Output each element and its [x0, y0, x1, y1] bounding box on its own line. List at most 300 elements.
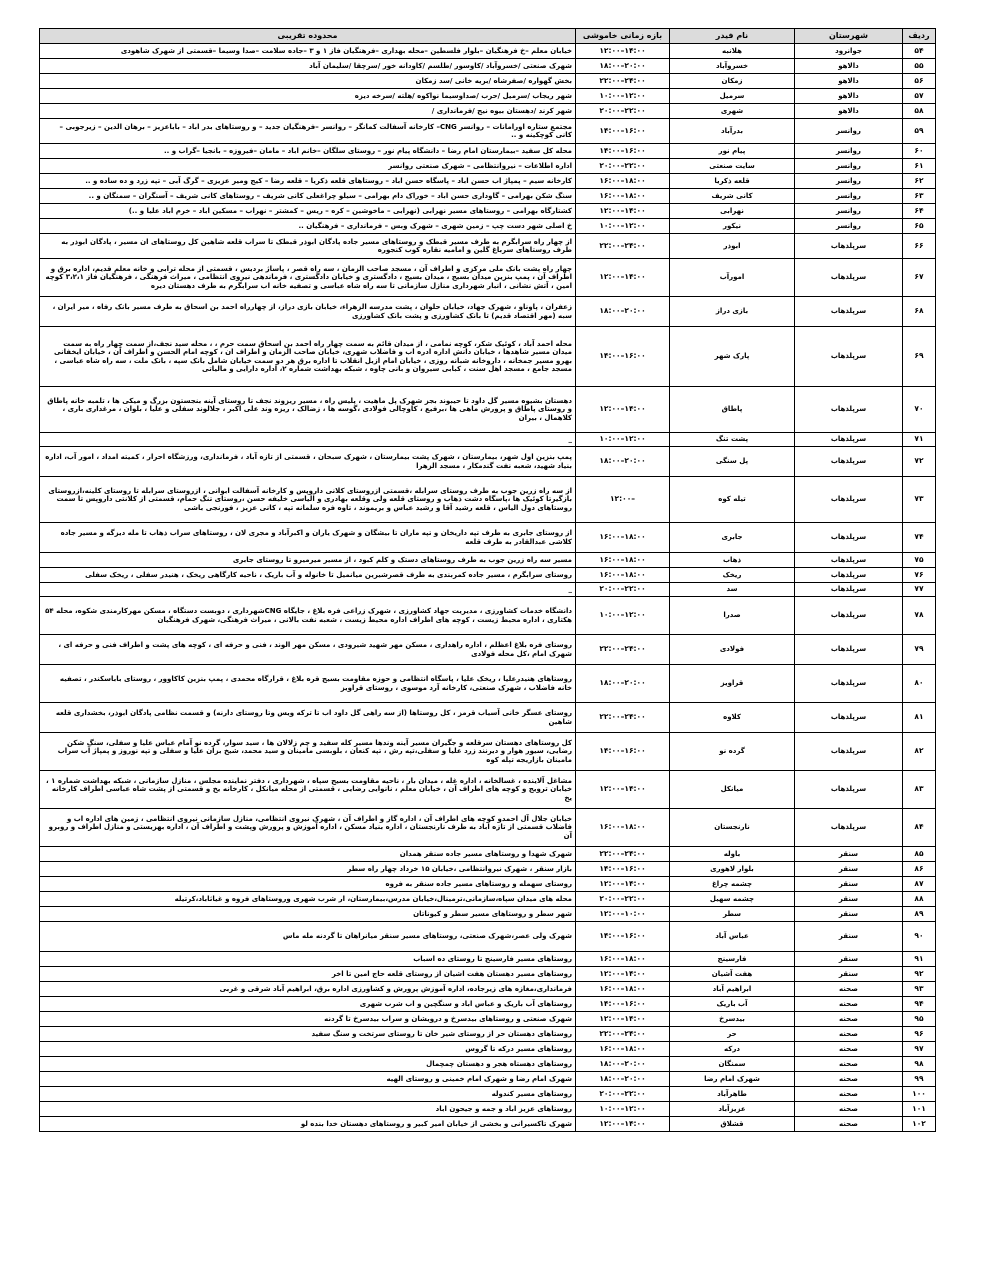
time-cell: ۱۶:۰۰–۱۸:۰۰	[576, 809, 670, 847]
feeder-cell: عزیزآباد	[670, 1102, 795, 1117]
row-number-cell: ۶۰	[903, 144, 936, 159]
area-cell: شهر کرند /دهستان بیوه نیج /فرمانداری /	[40, 104, 576, 119]
row-number-cell: ۱۰۰	[903, 1087, 936, 1102]
table-row	[40, 703, 936, 733]
area-cell: محله احمد آباد ، کوئیک شکر، کوچه نمامی ، از میدان قائم به سمت چهار راه احمد بن اسحاق سمت حرم ، ، محله سید نجف،از سمت چهار راه به سمت میدان مسیر شاهدها ، خیابان دانش اداره ادره اب و فاضلاب شهری، خیابان صاحب الزمان و اطراف ان ، کوچه امام الحسن و اطراف آن ، خیابان ایخفانی بهرو مسیر جمخانه ، داروخانه شبانه روزی ، خیابان امام ازبل انقلاب تا اداره برق هر دو سمت خیابان شامل بانک سپه ، بانک ملت ، سه راه شاه عباسی ، مسجد جامع ، مسجد اهل سنت ، کبابی سیروان و بانی چاوه ، شبکه بهداشت شماره ۲، اداره دارایی و مالیاتی	[40, 327, 576, 387]
row-number-cell: ۵۶	[903, 74, 936, 89]
row-number-cell: ۸۶	[903, 862, 936, 877]
feeder-cell: کلاوه	[670, 703, 795, 733]
table-row	[40, 1057, 936, 1072]
city-cell: سرپلذهاب	[795, 297, 903, 327]
area-cell: محله کل سفید –بیمارستان امام رضا – دانشگاه پیام نور – روستای سلگان –خانم اباد – مامان –فیروزه – بانجیا –گراب و ..	[40, 144, 576, 159]
area-cell: کشتارگاه بهرامی – روستاهای مسیر نهرابی (نهرابی – ماخوشین – کره – ریس – کمشتر – نهراب – مسکین اباد – خرم اباد علیا و ..)	[40, 204, 576, 219]
time-cell: ۱۴:۰۰–۱۶:۰۰	[576, 119, 670, 144]
feeder-cell: پشت تنگ	[670, 433, 795, 447]
feeder-cell: ذهاب	[670, 553, 795, 568]
table-row	[40, 1012, 936, 1027]
feeder-cell: نهرابی	[670, 204, 795, 219]
feeder-cell: بدرآباد	[670, 119, 795, 144]
table-row	[40, 877, 936, 892]
city-cell: سرپلذهاب	[795, 635, 903, 665]
time-cell: ۱۰:۰۰–۱۲:۰۰	[576, 219, 670, 234]
city-cell: سرپلذهاب	[795, 327, 903, 387]
row-number-cell: ۸۳	[903, 771, 936, 809]
row-number-cell: ۸۹	[903, 907, 936, 922]
area-cell: _	[40, 583, 576, 597]
feeder-cell: سطر	[670, 907, 795, 922]
time-cell: ۱۶:۰۰–۱۸:۰۰	[576, 523, 670, 553]
table-row	[40, 219, 936, 234]
row-number-cell: ۶۴	[903, 204, 936, 219]
time-cell: ۱۲:۰۰–۱۴:۰۰	[576, 1117, 670, 1132]
row-number-cell: ۸۸	[903, 892, 936, 907]
area-cell: _	[40, 433, 576, 447]
area-cell: کل روستاهای دهستان سرقلعه و جگیران مسیر آینه وندها مسیر کله سفید و چم زلالان ها ، سید سوار، گرده نو آمام عباس علیا و سفلی، سنگ شکن رضایی، سیور هوار و دیرنند زرد علیا و سفلی،تپه رش ، تپه کنعان ، بلوبسی مامینان و سید محمد، شیخ بزان علیا و سفلی و تپه نوروز و پمپاژ آب سراب مامینان بازاریجه تپله کوه	[40, 733, 576, 771]
feeder-cell: سمنگان	[670, 1057, 795, 1072]
city-cell: صحنه	[795, 1042, 903, 1057]
table-row	[40, 477, 936, 523]
row-number-cell: ۸۰	[903, 665, 936, 703]
area-cell: مشاغل آلاینده ، غسالخانه ، اداره غله ، میدان بار ، ناحیه مقاومت بسیج سپاه ، شهرداری ، دفتر نماینده مجلس ، منازل سازمانی ، شبکه بهداشت شماره ۱ ، خیابان ترویج و کوچه های اطراف آن ، خیابان معلم ، نانوایی رضایی ، قسمتی از محله میانکل ، کارخانه یخ و قسمتی از پشت شاه عباسی اطراف کارخانه یخ	[40, 771, 576, 809]
time-cell: ۲۰:۰۰–۲۲:۰۰	[576, 892, 670, 907]
row-number-cell: ۷۸	[903, 597, 936, 635]
area-cell: شهر سطر و روستاهای مسیر سطر و کیوناتان	[40, 907, 576, 922]
feeder-cell: سرمیل	[670, 89, 795, 104]
feeder-cell: پل سنگی	[670, 447, 795, 477]
table-row	[40, 1102, 936, 1117]
time-cell: ۱۰:۰۰–۱۲:۰۰	[576, 597, 670, 635]
area-cell: خیابان معلم –خ فرهنگیان –بلوار فلسطین –محله بهداری –فرهنگیان فاز ۱ و ۳ –جاده سلامت –صدا وسیما –قسمتی از شهرک شاهودی	[40, 44, 576, 59]
time-cell: ۱۴:۰۰–۱۶:۰۰	[576, 144, 670, 159]
feeder-cell: حر	[670, 1027, 795, 1042]
row-number-cell: ۵۹	[903, 119, 936, 144]
time-cell: ۱۴:۰۰–۱۶:۰۰	[576, 922, 670, 952]
time-cell: ۱۴:۰۰–۱۶:۰۰	[576, 733, 670, 771]
city-cell: سرپلذهاب	[795, 447, 903, 477]
row-number-cell: ۶۷	[903, 259, 936, 297]
feeder-cell: تیله کوه	[670, 477, 795, 523]
area-cell: شهر ریجاب /سرمیل /حرب /صداوسیما نواکوه /هلته /سرخه دیزه	[40, 89, 576, 104]
table-row	[40, 234, 936, 259]
table-row	[40, 144, 936, 159]
feeder-cell: جابری	[670, 523, 795, 553]
city-cell: سرپلذهاب	[795, 809, 903, 847]
row-number-cell: ۷۶	[903, 568, 936, 583]
time-cell: ۱۸:۰۰–۲۰:۰۰	[576, 447, 670, 477]
table-row	[40, 327, 936, 387]
feeder-cell: پاطاق	[670, 387, 795, 433]
city-cell: روانسر	[795, 189, 903, 204]
area-cell: اداره اطلاعات – نیروانتظامی – شهرک صنعتی روانسر	[40, 159, 576, 174]
time-cell: ۱۲:۰۰–۱۴:۰۰	[576, 259, 670, 297]
feeder-cell: ابوذر	[670, 234, 795, 259]
city-cell: سنقر	[795, 877, 903, 892]
city-cell: جوانرود	[795, 44, 903, 59]
table-row	[40, 1072, 936, 1087]
feeder-cell: ریخک	[670, 568, 795, 583]
time-cell: ۱۸:۰۰–۲۰:۰۰	[576, 297, 670, 327]
city-cell: سرپلذهاب	[795, 597, 903, 635]
time-cell: ۱۶:۰۰–۱۸:۰۰	[576, 982, 670, 997]
city-cell: دالاهو	[795, 89, 903, 104]
feeder-cell: پارک شهر	[670, 327, 795, 387]
row-number-cell: ۷۳	[903, 477, 936, 523]
table-row	[40, 1042, 936, 1057]
area-cell: بخش گهواره /صفرشاه /بریه خانی /سد زمکان	[40, 74, 576, 89]
city-cell: صحنه	[795, 1027, 903, 1042]
row-number-cell: ۱۰۱	[903, 1102, 936, 1117]
time-cell: ۱۲:۰۰–۱۴:۰۰	[576, 877, 670, 892]
feeder-cell: خسروآباد	[670, 59, 795, 74]
area-cell: زعفران ، پاوناو ، شهرک جهاد، خیابان حلوان ، پشت مدرسه الزهراء، خیابان بازی دراز، از چهارراه احمد بن اسحاق به طرف مسیر بانک رفاه ، میر ایران ، سبه (مهر اقتصاد قدیم) تا بانک کشاورزی و پشت بانک کشاورزی	[40, 297, 576, 327]
row-number-cell: ۶۹	[903, 327, 936, 387]
table-row	[40, 387, 936, 433]
header-area: محدوده تقریبی	[40, 29, 576, 44]
table-row	[40, 922, 936, 952]
time-cell: ۱۲:۰۰–۱۴:۰۰	[576, 1012, 670, 1027]
area-cell: روستاهای مسیر دهستان هفت اشیان از روستای قلعه حاج امین تا اخر	[40, 967, 576, 982]
time-cell: ۱۶:۰۰–۱۸:۰۰	[576, 189, 670, 204]
row-number-cell: ۶۳	[903, 189, 936, 204]
row-number-cell: ۹۹	[903, 1072, 936, 1087]
time-cell: ۱۸:۰۰–۲۰:۰۰	[576, 1057, 670, 1072]
city-cell: روانسر	[795, 174, 903, 189]
city-cell: سرپلذهاب	[795, 703, 903, 733]
table-row	[40, 597, 936, 635]
feeder-cell: نیکور	[670, 219, 795, 234]
city-cell: روانسر	[795, 159, 903, 174]
row-number-cell: ۷۰	[903, 387, 936, 433]
area-cell: مسیر سه راه زرین جوب به طرف روستاهای دستک و کلم کبود ، از مسیر میرمیرو تا روستای جابری	[40, 553, 576, 568]
city-cell: سرپلذهاب	[795, 259, 903, 297]
area-cell: روستاهای مسیر درکه تا گروس	[40, 1042, 576, 1057]
city-cell: سنقر	[795, 907, 903, 922]
table-row	[40, 982, 936, 997]
city-cell: سرپلذهاب	[795, 387, 903, 433]
city-cell: سرپلذهاب	[795, 433, 903, 447]
area-cell: از روستای جابری به طرف تپه داریخان و تپه ماران تا بیشگان و شهرک یاران و اکبرآباد و مجری لان ، روستاهای سراب ذهاب تا مله دیزگه و مسیر جاده کلاشی عبدالقادر به طرف قلعه	[40, 523, 576, 553]
area-cell: روستاهای مسیر فارسینج تا روستای ده اسباب	[40, 952, 576, 967]
city-cell: سرپلذهاب	[795, 523, 903, 553]
feeder-cell: ابراهیم آباد	[670, 982, 795, 997]
table-row	[40, 733, 936, 771]
row-number-cell: ۶۸	[903, 297, 936, 327]
feeder-cell: باوله	[670, 847, 795, 862]
feeder-cell: آب باریک	[670, 997, 795, 1012]
row-number-cell: ۵۷	[903, 89, 936, 104]
table-row	[40, 1117, 936, 1132]
time-cell: ۱۲:۰۰–۱۴:۰۰	[576, 204, 670, 219]
row-number-cell: ۷۵	[903, 553, 936, 568]
feeder-cell: بلوار لاهوری	[670, 862, 795, 877]
row-number-cell: ۹۱	[903, 952, 936, 967]
header-feeder: نام فیدر	[670, 29, 795, 44]
feeder-cell: سد	[670, 583, 795, 597]
area-cell: روستاهای هنیدرعلیا ، ریخک علیا ، پاسگاه انتظامی و حوزه مقاومت بسیج قره بلاغ ، قرارگاه محمدی ، پمپ بنزین کاکاوور ، روستای باباسکندر ، تصفیه خانه فاضلاب ، شهرک صنعتی، کارخانه آرد موسوی ، روستای قراویز	[40, 665, 576, 703]
city-cell: سرپلذهاب	[795, 553, 903, 568]
feeder-cell: بیدسرخ	[670, 1012, 795, 1027]
row-number-cell: ۸۷	[903, 877, 936, 892]
city-cell: سنقر	[795, 952, 903, 967]
time-cell: ۱۸:۰۰–۲۰:۰۰	[576, 1072, 670, 1087]
table-row	[40, 568, 936, 583]
city-cell: دالاهو	[795, 59, 903, 74]
table-row	[40, 862, 936, 877]
row-number-cell: ۵۸	[903, 104, 936, 119]
row-number-cell: ۶۲	[903, 174, 936, 189]
time-cell: ۲۰:۰۰–۲۲:۰۰	[576, 159, 670, 174]
city-cell: صحنه	[795, 1087, 903, 1102]
table-row	[40, 967, 936, 982]
time-cell: ۲۲:۰۰–۲۴:۰۰	[576, 847, 670, 862]
row-number-cell: ۷۹	[903, 635, 936, 665]
feeder-cell: صدرا	[670, 597, 795, 635]
feeder-cell: چشمه سهیل	[670, 892, 795, 907]
outage-schedule-sheet	[40, 28, 936, 1132]
city-cell: صحنه	[795, 1102, 903, 1117]
city-cell: صحنه	[795, 1057, 903, 1072]
table-row	[40, 635, 936, 665]
area-cell: شهرک تاکسیرانی و بخشی از خیابان امیر کبیر و روستاهای دهستان خدا بنده لو	[40, 1117, 576, 1132]
table-row	[40, 665, 936, 703]
area-cell: روستاهای مسیر کندوله	[40, 1087, 576, 1102]
header-row-number: ردیف	[903, 29, 936, 44]
city-cell: دالاهو	[795, 74, 903, 89]
time-cell: ۱۶:۰۰–۱۸:۰۰	[576, 174, 670, 189]
time-cell: ۲۰:۰۰–۲۲:۰۰	[576, 583, 670, 597]
area-cell: شهرک صنعتی و روستاهای بیدسرخ و درویشان و سراب بیدسرخ تا گردنه	[40, 1012, 576, 1027]
city-cell: سنقر	[795, 847, 903, 862]
table-row	[40, 952, 936, 967]
time-cell: ۱۴:۰۰–۱۶:۰۰	[576, 327, 670, 387]
city-cell: صحنه	[795, 1072, 903, 1087]
city-cell: روانسر	[795, 144, 903, 159]
table-row	[40, 433, 936, 447]
table-body	[40, 44, 936, 1132]
feeder-cell: گرده نو	[670, 733, 795, 771]
area-cell: خیابان جلال آل احمدو کوچه های اطراف آن ، اداره گاز و اطراف آن ، شهرک نیروی انتظامی، منازل سازمانی نیروی انتظامی ، زمین های اداره اب و فاضلاب قسمتی از تازه اباد به طرف نارنجستان ، اداره بنیاد مسکن ، اداره آموزش و پرورش وپشت و اطراف آن ، اداره بهزیستی و منازل اطراف و روبرو آن	[40, 809, 576, 847]
table-row	[40, 204, 936, 219]
city-cell: سنقر	[795, 922, 903, 952]
area-cell: روستای سهمله و روستاهای مسیر جاده سنقر به فروه	[40, 877, 576, 892]
time-cell: ۱۲:۰۰–۱۴:۰۰	[576, 387, 670, 433]
area-cell: محله های میدان سپاه،سازمانی،ترمینال،خیابان مدرس،بیمارستان، ار شرب شهری وروستاهای فروه و غیاثاباد،کرتیله	[40, 892, 576, 907]
row-number-cell: ۶۵	[903, 219, 936, 234]
row-number-cell: ۶۶	[903, 234, 936, 259]
time-cell: ۱۶:۰۰–۱۸:۰۰	[576, 568, 670, 583]
time-cell: ۱۰:۰۰–۱۲:۰۰	[576, 89, 670, 104]
table-row	[40, 997, 936, 1012]
table-row	[40, 907, 936, 922]
time-cell: ۱۲:۰۰–۱۰:۰۰	[576, 907, 670, 922]
feeder-cell: قلعه ذکریا	[670, 174, 795, 189]
table-row	[40, 447, 936, 477]
area-cell: روستاهای آب باریک و عباس اباد و سنگچین و اب شرب شهری	[40, 997, 576, 1012]
city-cell: سرپلذهاب	[795, 477, 903, 523]
time-cell: ۱۲:۰۰–۱۴:۰۰	[576, 44, 670, 59]
time-cell: ۱۰:۰۰–۱۲:۰۰	[576, 1102, 670, 1117]
table-row	[40, 1027, 936, 1042]
table-row	[40, 174, 936, 189]
row-number-cell: ۵۴	[903, 44, 936, 59]
time-cell: ۲۲:۰۰–۲۴:۰۰	[576, 635, 670, 665]
city-cell: سنقر	[795, 892, 903, 907]
area-cell: روستاهای دهستاه هجر و دهستان چمچمال	[40, 1057, 576, 1072]
row-number-cell: ۶۱	[903, 159, 936, 174]
feeder-cell: امورآب	[670, 259, 795, 297]
feeder-cell: قشلاق	[670, 1117, 795, 1132]
row-number-cell: ۱۰۲	[903, 1117, 936, 1132]
time-cell: ۱۴:۰۰–۱۶:۰۰	[576, 862, 670, 877]
header-city: شهرستان	[795, 29, 903, 44]
area-cell: روستاهای دهستان حر از روستای شیر خان تا روستای سرتخت و سنگ سفید	[40, 1027, 576, 1042]
city-cell: سرپلذهاب	[795, 771, 903, 809]
area-cell: روستای سرابگرم ، مسیر جاده کمربندی به طرف قصرشیرین میانمیل تا خانوله و آب باریک ، ناحیه کارگاهی ریخک ، هنیدر سفلی ، ریخک سفلی	[40, 568, 576, 583]
time-cell: ۱۸:۰۰–۲۰:۰۰	[576, 665, 670, 703]
feeder-cell: عباس آباد	[670, 922, 795, 952]
row-number-cell: ۹۳	[903, 982, 936, 997]
time-cell: ۲۰:۰۰–۲۲:۰۰	[576, 1087, 670, 1102]
area-cell: دهستان بشیوه مسیر گل داود تا حیبوند بجز شهرک پل ماهیت ، پلیس راه ، مسیر ریزوند نجف تا روستای آینه بنجستون بزرگ و میکی ها ، تلمبه خانه پاطاق و روستای پاطاق و پرورش ماهی ها ،برفیع ، کاوچالی فولادی ،گوسه ها ، زضالک ، ریزه وند علی اکبر ، جلالوند سفلی و علیا ، بلوان ، مرغداری باری ، کلاهمال ، بیران	[40, 387, 576, 433]
row-number-cell: ۵۵	[903, 59, 936, 74]
city-cell: سنقر	[795, 862, 903, 877]
time-cell: ۲۲:۰۰–۲۴:۰۰	[576, 703, 670, 733]
time-cell: ۲۲:۰۰–۲۴:۰۰	[576, 234, 670, 259]
area-cell: شهرک شهدا و روستاهای مسیر جاده سنقر همدان	[40, 847, 576, 862]
table-row	[40, 892, 936, 907]
table-row	[40, 89, 936, 104]
feeder-cell: فارسینج	[670, 952, 795, 967]
area-cell: از چهار راه سرابگرم به طرف مسیر قبطک و روستاهای مسیر جاده پادگان ابوذر قبطک تا سراب قلعه شاهین کل روستاهای ان مسیر ، پادگان ابوذر به طرف روستاهای سرباغ گلین و امامیه نقاره کوب کنجوره	[40, 234, 576, 259]
row-number-cell: ۹۰	[903, 922, 936, 952]
row-number-cell: ۷۱	[903, 433, 936, 447]
city-cell: سرپلذهاب	[795, 583, 903, 597]
area-cell: مجتمع ستاره اورامانات – روانسر CNG– کارخانه آسفالت کمانگر – روانسر –فرهنگیان جدید – و روستاهای بدر اباد – باباعزیز – برهان الدین – زیرجوبی – کانی کوچکینه و ..	[40, 119, 576, 144]
time-cell: ۲۰:۰۰–۲۲:۰۰	[576, 104, 670, 119]
city-cell: روانسر	[795, 219, 903, 234]
feeder-cell: سایت صنعتی	[670, 159, 795, 174]
area-cell: فرمانداری،مغازه های زیرجاده، اداره آموزش پرورش و کشاورزی اداره برق، ابراهیم آباد شرقی و غربی	[40, 982, 576, 997]
area-cell: بازار سنقر ، شهرک نیروانتظامی ،خیابان ۱۵ خرداد چهار راه سطر	[40, 862, 576, 877]
time-cell: ۱۶:۰۰–۱۸:۰۰	[576, 952, 670, 967]
time-cell: ۱۸:۰۰–۲۰:۰۰	[576, 59, 670, 74]
table-row	[40, 771, 936, 809]
time-cell: ۱۲:۰۰–	[576, 477, 670, 523]
feeder-cell: پیام نور	[670, 144, 795, 159]
table-row	[40, 553, 936, 568]
time-cell: ۱۴:۰۰–۱۶:۰۰	[576, 997, 670, 1012]
table-row	[40, 583, 936, 597]
header-time: بازه زمانی خاموشی	[576, 29, 670, 44]
area-cell: دانشگاه خدمات کشاورزی ، مدیریت جهاد کشاورزی ، شهرک زراعی فره بلاغ ، جایگاه CNGشهرداری ، دوبست دستگاه ، مسکن مهرکارمندی شکوه، محله ۵۴ هکتاری ، اداره محیط زیست ، کوچه های اطراف اداره محیط زیست ، شعبه نفت بالانی ، میراث فرهنگی، شهرک فرهنگیان	[40, 597, 576, 635]
table-row	[40, 44, 936, 59]
table-row	[40, 119, 936, 144]
table-row	[40, 159, 936, 174]
row-number-cell: ۷۷	[903, 583, 936, 597]
row-number-cell: ۹۴	[903, 997, 936, 1012]
row-number-cell: ۷۴	[903, 523, 936, 553]
feeder-cell: قراویز	[670, 665, 795, 703]
table-row	[40, 1087, 936, 1102]
table-header-row	[40, 29, 936, 44]
feeder-cell: درکه	[670, 1042, 795, 1057]
row-number-cell: ۷۲	[903, 447, 936, 477]
area-cell: خ اصلی شهر دست چپ – زمین شهری – شهرک وبس – فرمانداری – فرهنگیان ..	[40, 219, 576, 234]
area-cell: سنگ شکن بهرامی – گاوداری حسن اباد – خوراک دام بهرامی – سیلو چراغعلی کانی شریف – روستاهای کانی شریف – آسنگران – سمنگان و ..	[40, 189, 576, 204]
feeder-cell: میانکل	[670, 771, 795, 809]
feeder-cell: کانی شریف	[670, 189, 795, 204]
table-row	[40, 74, 936, 89]
row-number-cell: ۸۱	[903, 703, 936, 733]
table-row	[40, 809, 936, 847]
city-cell: صحنه	[795, 1117, 903, 1132]
city-cell: سرپلذهاب	[795, 665, 903, 703]
area-cell: کارخانه سیم – پمپاژ اب حسن اباد – پاسگاه حسن اباد – روستاهای قلعه ذکریا – قلعه رضا – کیج ومیر عزیزی – گرگ آبی – تپه زرد و ده ساده و ..	[40, 174, 576, 189]
outage-table	[39, 28, 936, 1132]
table-row	[40, 297, 936, 327]
row-number-cell: ۹۵	[903, 1012, 936, 1027]
city-cell: صحنه	[795, 997, 903, 1012]
area-cell: روستای فره بلاغ اعظلم ، اداره راهداری ، مسکن مهر شهید شیرودی ، مسکن مهر الوند ، فنی و حرفه ای ، کوچه های پشت و اطراف فنی و حرفه ای ، شهرک امام ،کل محله فولادی	[40, 635, 576, 665]
feeder-cell: بازی دراز	[670, 297, 795, 327]
city-cell: سرپلذهاب	[795, 568, 903, 583]
area-cell: پمپ بنزین اول شهر، بیمارستان ، شهرک پشت بیمارستان ، شهرک سبحان ، قسمتی از تازه آباد ، فرمانداری، ورزشگاه احرار ، کمیته امداد ، امور آب، اداره بنیاد شهید، شعبه نفت گندمکار ، مسجد الزهرا	[40, 447, 576, 477]
feeder-cell: فولادی	[670, 635, 795, 665]
time-cell: ۱۰:۰۰–۱۲:۰۰	[576, 433, 670, 447]
city-cell: صحنه	[795, 982, 903, 997]
city-cell: سرپلذهاب	[795, 733, 903, 771]
table-row	[40, 59, 936, 74]
time-cell: ۱۲:۰۰–۱۴:۰۰	[576, 967, 670, 982]
table-row	[40, 847, 936, 862]
feeder-cell: شهری	[670, 104, 795, 119]
table-row	[40, 523, 936, 553]
city-cell: صحنه	[795, 1012, 903, 1027]
row-number-cell: ۹۷	[903, 1042, 936, 1057]
time-cell: ۲۲:۰۰–۲۴:۰۰	[576, 1027, 670, 1042]
feeder-cell: نارنجستان	[670, 809, 795, 847]
area-cell: روستاهای عزیز اباد و جمه و جیحون اباد	[40, 1102, 576, 1117]
area-cell: چهار راه پشت بانک ملی مرکزی و اطراف آن ، مسجد صاحب الزمان ، سه راه قصر ، پاساژ بردیس ، قسمتی از محله ترابی و خانه معلم قدیم، اداره برق و اطراف آن ، پمپ بنزین میدان بسیج ، میدان بسیج ، دادگستری و خیابان دادگستری ، فرماندهی نیروی انتظامی ، میراث فرهنگی ، فرهنگیان فاز ۳،۲،۱ کوچه امین ، آتش نشانی ، انبار شهرداری منازل سازمانی تا سه راه شاه عباسی و تصفیه خانه اب سرابگرم به طرف دهستان دیره	[40, 259, 576, 297]
time-cell: ۱۶:۰۰–۱۸:۰۰	[576, 1042, 670, 1057]
row-number-cell: ۹۶	[903, 1027, 936, 1042]
time-cell: ۲۲:۰۰–۲۴:۰۰	[576, 74, 670, 89]
area-cell: شهرک صنعتی /خسروآباد /کاوسور /طلسم /کاودانه خور /سرچقا /سلیمان آباد	[40, 59, 576, 74]
feeder-cell: هلانبه	[670, 44, 795, 59]
feeder-cell: هفت آشیان	[670, 967, 795, 982]
feeder-cell: چشمه چراغ	[670, 877, 795, 892]
row-number-cell: ۹۸	[903, 1057, 936, 1072]
time-cell: ۱۶:۰۰–۱۸:۰۰	[576, 553, 670, 568]
area-cell: شهرک امام رضا و شهرک امام خمینی و روستای الهیه	[40, 1072, 576, 1087]
feeder-cell: شهرک امام رضا	[670, 1072, 795, 1087]
table-row	[40, 104, 936, 119]
feeder-cell: طاهرآباد	[670, 1087, 795, 1102]
area-cell: از سه راه زرین جوب به طرف روستای سرابله ،قسمتی ازروستای کلانی داروپس و کارخانه آسفالت ابوانی ، ازروستای سرابله تا روستای کلینه،ازروستای بازگیرتا کوئیک ها ،پاسگاه دشت ذهاب و روستای قلعه ولی وقلعه بهادری و الیاسی خلیفه حسن ،روستای تنگ حمام، قسمتی از کلانتی داروپس تا سمت روستاهای دول الیاس ، قلعه رشید آقا و رشید عباس و بریموند ، تاوه فره سلمانه تپه ، کانی عزیز ، فورنجی باشی	[40, 477, 576, 523]
table-row	[40, 189, 936, 204]
time-cell: ۱۲:۰۰–۱۴:۰۰	[576, 771, 670, 809]
city-cell: سنقر	[795, 967, 903, 982]
feeder-cell: زمکان	[670, 74, 795, 89]
row-number-cell: ۸۲	[903, 733, 936, 771]
row-number-cell: ۸۴	[903, 809, 936, 847]
area-cell: شهرک ولی عصر،شهرک صنعتی، روستاهای مسیر سنقر میانراهان تا گردنه مله ماس	[40, 922, 576, 952]
row-number-cell: ۸۵	[903, 847, 936, 862]
city-cell: روانسر	[795, 119, 903, 144]
row-number-cell: ۹۲	[903, 967, 936, 982]
city-cell: دالاهو	[795, 104, 903, 119]
city-cell: سرپلذهاب	[795, 234, 903, 259]
